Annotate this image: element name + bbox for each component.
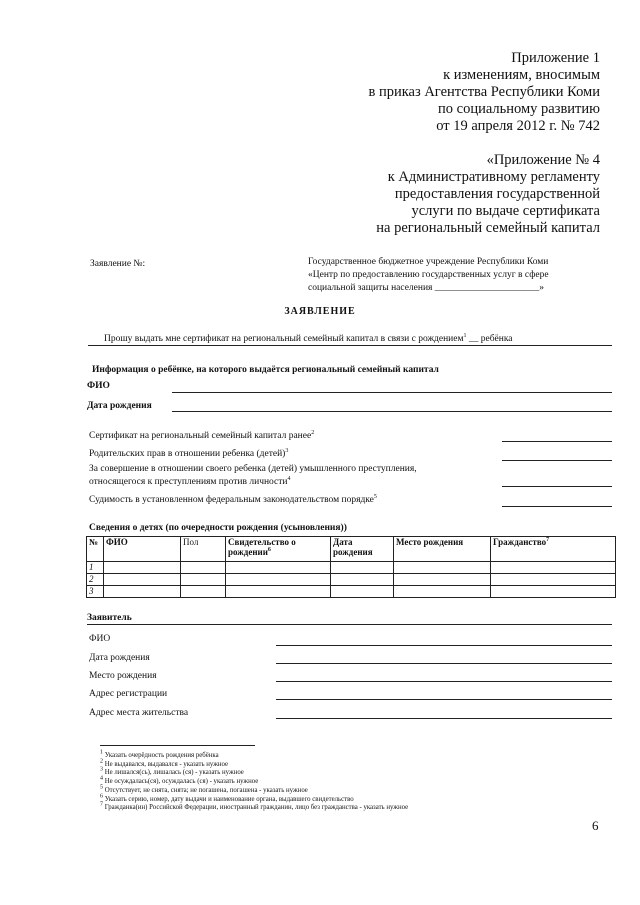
crime-question-line1: За совершение в отношении своего ребенка (детей) умышленного преступления, [89,464,417,474]
institution-line: социальной защиты населения ______________________» [308,283,545,293]
footnote [100,784,408,796]
footnote-text: Указать очерёдность рождения ребёнка [104,752,219,759]
table-cell[interactable] [104,574,181,586]
col-number-label: № [89,537,99,547]
footnote [100,793,408,805]
footnote-text: Указать серию, номер, дату выдачи и наименование органа, выдавшего свидетельство [104,795,354,803]
footnote [100,801,409,813]
table-cell[interactable] [491,562,616,574]
footnotes [100,749,409,813]
crime-question-line2: относящегося к преступлениям против личности [89,477,288,487]
applicant-fio-label: ФИО [89,634,111,644]
request-sup: 1 [463,332,467,339]
col-birth-date [331,537,394,562]
footnote-number: 3 [100,767,103,774]
annex-header-line: по социальному развитию [438,101,600,117]
child-fio-field[interactable] [172,392,612,393]
table-cell[interactable] [331,574,394,586]
applicant-dob-label: Дата рождения [89,653,150,663]
crime-question-line2-wrap [89,476,417,489]
regulation-header-line: «Приложение № 4 [486,152,600,168]
table-row [87,562,616,574]
table-cell[interactable] [226,562,331,574]
footnote-text: Не выдавался, выдавался - указать нужное [104,760,229,768]
request-main: Прошу выдать мне сертификат на региональный семейный капитал в связи с рождением [104,334,464,344]
crime-question [89,463,417,489]
regulation-header-line: к Административному регламенту [387,169,600,185]
applicant-registration-field[interactable] [276,699,612,700]
applicant-title-rule [87,624,612,625]
conviction-question-sup: 5 [373,493,377,500]
table-cell[interactable] [226,574,331,586]
table-cell[interactable] [491,586,616,598]
col-birth-certificate [226,537,331,562]
parental-question-sup: 3 [285,447,289,454]
col-fio [104,537,181,562]
document-title: ЗАЯВЛЕНИЕ [284,306,356,317]
child-dob-field[interactable] [172,411,612,412]
request-tail: __ ребёнка [466,334,513,344]
footnote-text: Не осуждалась(ся), осуждалась (ся) - указать нужное [104,778,259,786]
child-fio-label: ФИО [87,381,110,391]
applicant-birthplace-label: Место рождения [89,671,157,681]
table-cell[interactable] [491,574,616,586]
certificate-question-sup: 2 [311,429,315,436]
footnote-text: Гражданка(ин) Российской Федерации, иностранный гражданин, лицо без гражданства - указать нужное [104,804,409,812]
footnote-separator [100,745,255,746]
annex-header-line: в приказ Агентства Республики Коми [368,84,600,100]
crime-answer-field[interactable] [502,486,612,487]
children-table [86,536,616,598]
child-section-title: Информация о ребёнке, на которого выдаётся региональный семейный капитал [92,365,439,375]
table-cell[interactable] [394,574,491,586]
regulation-header-line: на региональный семейный капитал [376,220,600,236]
col-birth-place [394,537,491,562]
annex-header [368,50,600,135]
parental-question [89,448,288,461]
footnote-number: 5 [100,784,103,791]
table-cell[interactable] [394,562,491,574]
conviction-question [89,494,377,507]
footnote [100,749,408,761]
col-birth-certificate-sup: 6 [267,547,271,553]
conviction-answer-field[interactable] [502,506,612,507]
footnote-number: 7 [100,801,103,808]
child-dob-label: Дата рождения [87,401,152,411]
col-birth-date-label: Дата рождения [333,537,373,557]
col-citizenship-sup: 7 [546,537,550,543]
annex-header-line: от 19 апреля 2012 г. № 742 [436,118,600,134]
table-cell[interactable] [104,562,181,574]
applicant-residence-field[interactable] [276,718,612,719]
col-citizenship-label: Гражданство [493,537,547,547]
table-cell[interactable] [181,562,226,574]
children-section-title: Сведения о детях (по очередности рождения (усыновления)) [89,523,347,533]
regulation-header-line: услуги по выдаче сертификата [411,203,600,219]
parental-answer-field[interactable] [502,460,612,461]
footnote-number: 6 [100,793,103,800]
col-birth-certificate-label: Свидетельство о рождении [228,537,296,557]
crime-question-sup: 4 [287,475,291,482]
col-birth-place-label: Место рождения [396,537,464,547]
parental-question-text: Родительских прав в отношении ребенка (детей) [89,449,286,459]
table-cell[interactable] [331,586,394,598]
certificate-question-text: Сертификат на региональный семейный капитал ранее [89,431,312,441]
table-cell[interactable] [331,562,394,574]
col-sex-label: Пол [183,537,199,547]
certificate-answer-field[interactable] [502,441,612,442]
regulation-header-line: предоставления государственной [394,186,600,202]
page-number: 6 [592,818,599,833]
footnote-number: 2 [100,758,103,765]
applicant-fio-field[interactable] [276,645,612,646]
institution-line: «Центр по предоставлению государственных услуг в сфере [308,270,549,280]
row-number: 1 [87,562,104,574]
table-row [87,574,616,586]
table-cell[interactable] [104,586,181,598]
footnote-text: Не лишался(сь), лишалась (ся) - указать нужное [104,769,244,777]
request-underline [88,345,612,346]
table-row [87,586,616,598]
institution-block [308,256,608,295]
annex-header-line: к изменениям, вносимым [443,67,600,83]
row-number: 2 [87,574,104,586]
applicant-residence-label: Адрес места жительства [89,708,189,718]
annex-header-line: Приложение 1 [511,50,600,66]
footnote [100,775,408,787]
table-cell[interactable] [181,574,226,586]
col-citizenship [491,537,616,562]
row-number: 3 [87,586,104,598]
footnote-number: 1 [100,749,103,756]
applicant-dob-field[interactable] [276,663,612,664]
col-fio-label: ФИО [106,537,128,547]
institution-line: Государственное бюджетное учреждение Республики Коми [308,257,549,267]
footnote-text: Отсутствует, не снята, снята; не погашена, погашена - указать нужное [104,786,308,794]
conviction-question-text: Судимость в установленном федеральным законодательством порядке [89,495,374,505]
table-cell[interactable] [226,586,331,598]
applicant-registration-label: Адрес регистрации [89,689,168,699]
footnote-number: 4 [100,775,103,782]
table-cell[interactable] [181,586,226,598]
children-table-header [87,537,616,562]
col-number [87,537,104,562]
applicant-birthplace-field[interactable] [276,681,612,682]
table-cell[interactable] [394,586,491,598]
certificate-question [89,430,314,443]
regulation-header [376,152,600,237]
application-number-label: Заявление №: [90,259,146,269]
col-sex [181,537,226,562]
footnote [100,769,408,778]
applicant-title: Заявитель [87,613,132,623]
